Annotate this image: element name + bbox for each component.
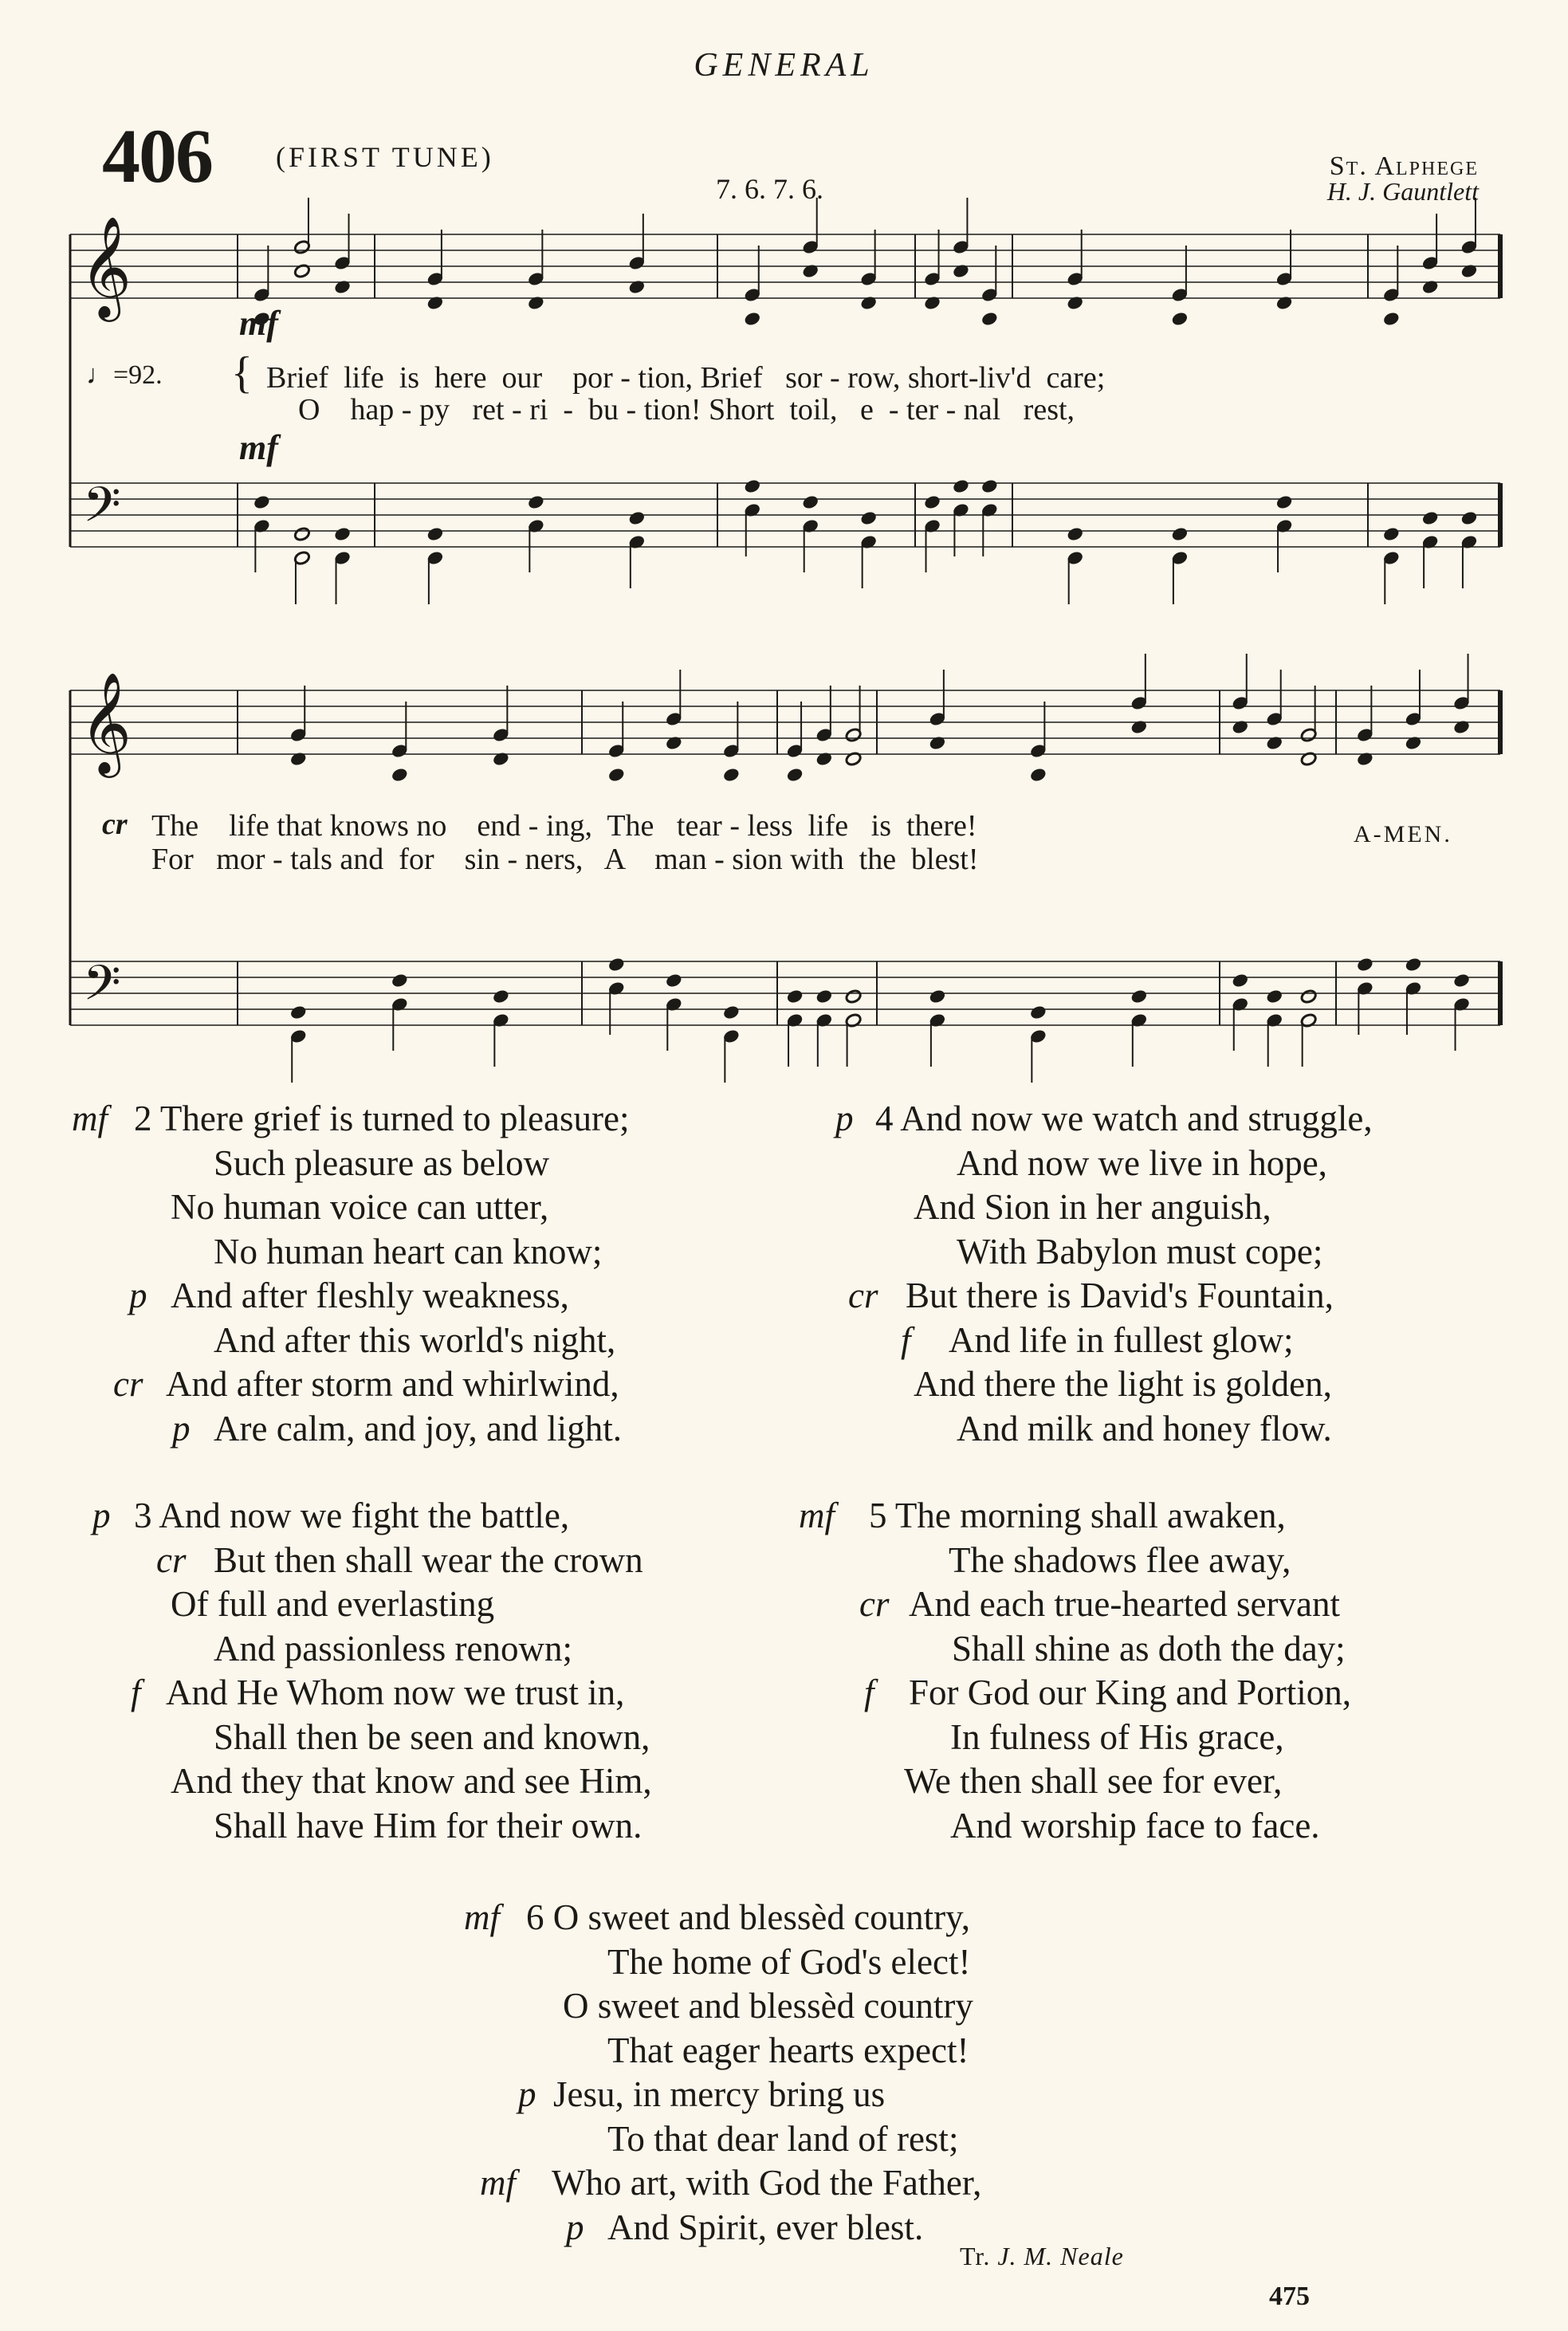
note-head [860,510,878,525]
line-text: And after fleshly weakness, [171,1276,569,1315]
dynamic-mark: f [131,1673,141,1712]
stanza-line [464,1940,1181,1985]
line-text: And passionless renown; [214,1628,572,1669]
dynamic-mark: cr [848,1276,878,1315]
stanza-line [464,2117,1181,2162]
treble-clef-icon: 𝄞 [80,671,132,773]
dynamic-mark: cr [859,1584,890,1624]
stanza-line [821,1362,1531,1407]
note-head [1067,526,1084,541]
note-head [607,957,625,972]
dynamic-mark-system2: cr [102,808,128,841]
line-text: And Sion in her anguish, [914,1187,1271,1227]
line-text: And after storm and whirlwind, [166,1364,619,1404]
dynamic-mark: cr [113,1364,143,1404]
line-text: But then shall wear the crown [214,1539,643,1580]
stanza-3 [72,1494,789,1848]
stanza-line [72,1582,789,1627]
dynamic-mark: f [901,1319,911,1360]
note-head [289,1004,307,1020]
line-text: We then shall see for ever, [904,1761,1283,1801]
line-text: No human voice can utter, [171,1187,549,1227]
note-head [1356,957,1373,972]
bass-clef-icon: 𝄢 [83,955,121,1024]
stanza-line [72,1097,789,1142]
note-head [1232,973,1249,988]
stanza-line [799,1494,1531,1539]
stanza-line [821,1319,1531,1363]
stanza-4 [821,1097,1531,1451]
page-number: 475 [1269,2282,1310,2311]
lyrics-verse-1-system-1: Brief life is here our por - tion, Brief sor - row, short-liv'd care; [266,361,1106,395]
note-head [786,989,804,1004]
line-text: With Babylon must cope; [957,1231,1323,1272]
dynamic-mark: p [835,1099,854,1138]
stanza-line [72,1142,789,1186]
note-head [607,767,625,782]
line-text: O sweet and blessèd country [563,1986,973,2026]
stanza-line [72,1274,789,1319]
note-head [815,989,833,1004]
note-head [1460,510,1478,525]
dynamic-mark: p [566,2207,584,2247]
line-text: And after this world's night, [214,1319,616,1360]
line-text: And there the light is golden, [914,1364,1332,1404]
note-head [391,767,408,782]
line-text: That eager hearts expect! [607,2030,969,2070]
line-text: And He Whom now we trust in, [166,1673,625,1712]
line-text: The shadows flee away, [949,1539,1291,1580]
stanza-line [464,2073,1181,2117]
note-head [1405,957,1422,972]
note-head [492,989,509,1004]
line-text: And milk and honey flow. [957,1408,1332,1449]
stanza-line [799,1582,1531,1627]
note-head [334,526,352,541]
music-score [0,0,1568,1116]
stanza-line [72,1627,789,1672]
line-text: And life in fullest glow; [949,1319,1294,1360]
stanza-line [799,1671,1531,1716]
stanza-line [464,1896,1181,1940]
dynamic-mark: p [518,2074,536,2114]
note-head [1453,973,1471,988]
note-head [1300,989,1318,1004]
line-text: And worship face to face. [950,1805,1320,1846]
stanza-line [799,1539,1531,1583]
dynamic-mark: mf [72,1099,108,1138]
running-head: GENERAL [694,47,874,84]
stanza-line [799,1627,1531,1672]
stanza-line [72,1539,789,1583]
note-head [1171,526,1189,541]
note-head [722,767,740,782]
line-text: Shall have Him for their own. [214,1805,643,1846]
note-head [1029,767,1047,782]
note-head [1130,989,1148,1004]
dynamic-mark-bass: mf [239,428,278,467]
stanza-line [821,1185,1531,1230]
note-head [253,494,270,509]
dynamic-mark: p [129,1276,147,1315]
note-head [845,989,863,1004]
translator-prefix: Tr. [960,2242,991,2270]
line-text: Of full and everlasting [171,1584,495,1624]
dynamic-mark-treble: mf [239,304,278,343]
line-text: Are calm, and joy, and light. [214,1408,622,1449]
note-head [980,478,998,493]
line-text: Shall shine as doth the day; [952,1628,1346,1669]
note-head [628,510,646,525]
note-head [953,478,970,493]
note-head [426,526,444,541]
note-head [293,526,311,541]
meter: 7. 6. 7. 6. [716,173,823,205]
line-text: To that dear land of rest; [607,2118,959,2159]
stanza-line [72,1759,789,1804]
hymn-number: 406 [102,113,212,199]
amen-label: A-MEN. [1354,821,1452,847]
line-text: 3 And now we fight the battle, [134,1496,570,1535]
translator-credit [960,2242,1124,2271]
lyrics-verse-2-system-2: For mor - tals and for sin - ners, A man - sion with the blest! [151,843,979,876]
line-text: And they that know and see Him, [171,1761,652,1801]
line-text: And Spirit, ever blest. [607,2207,924,2247]
note-head [980,311,998,326]
dynamic-mark: mf [464,1897,500,1937]
stanza-5 [799,1494,1531,1848]
stanza-line [821,1097,1531,1142]
dynamic-mark: p [172,1408,191,1449]
note-head [786,767,804,782]
tempo-marking: ♩=92. [86,360,163,390]
dynamic-mark: cr [156,1539,187,1580]
treble-clef-icon: 𝄞 [80,215,132,317]
line-text: Such pleasure as below [214,1142,550,1183]
translator-name: J. M. Neale [997,2242,1124,2270]
note-head [722,1004,740,1020]
note-head [527,494,544,509]
note-head [1171,311,1189,326]
line-text: Who art, with God the Father, [552,2163,982,2203]
line-text: And each true-hearted servant [909,1584,1340,1624]
line-text: Jesu, in mercy bring us [553,2074,886,2114]
note-head [744,311,761,326]
bass-clef-icon: 𝄢 [83,477,121,545]
line-text: In fulness of His grace, [950,1716,1284,1757]
lyrics-verse-2-system-1: O hap - py ret - ri - bu - tion! Short toil, e - ter - nal rest, [298,393,1075,426]
stanza-line [799,1716,1531,1760]
stanza-6 [464,1896,1181,2250]
stanza-line [72,1671,789,1716]
stanza-line [464,2161,1181,2206]
tune-name: St. Alphege [1329,151,1479,181]
note-head [744,478,761,493]
dynamic-mark: p [92,1496,111,1535]
line-text: The home of God's elect! [607,1941,971,1982]
note-head [802,494,819,509]
stanza-line [799,1759,1531,1804]
note-head [665,973,682,988]
note-head [924,494,941,509]
stanza-line [464,1984,1181,2029]
line-text: Shall then be seen and known, [214,1716,650,1757]
line-text: And now we live in hope, [957,1142,1327,1183]
composer: H. J. Gauntlett [1326,177,1479,206]
dynamic-mark: mf [799,1496,835,1535]
note-head [1275,494,1293,509]
tune-label: (FIRST TUNE) [276,141,494,173]
stanza-line [799,1804,1531,1849]
brace-glyph: { [231,348,253,398]
stanza-line [72,1716,789,1760]
stanza-line [72,1407,789,1452]
note-head [1421,510,1439,525]
stanza-line [72,1230,789,1275]
stanza-line [821,1142,1531,1186]
note-head [1382,526,1400,541]
line-text: 2 There grief is turned to pleasure; [134,1099,630,1138]
note-head [929,989,946,1004]
dynamic-mark: mf [480,2163,516,2203]
stanza-line [464,2029,1181,2074]
line-text: 6 O sweet and blessèd country, [526,1897,970,1937]
dynamic-mark: f [864,1673,874,1712]
note-head [1029,1004,1047,1020]
line-text: 5 The morning shall awaken, [869,1496,1286,1535]
stanza-line [72,1362,789,1407]
line-text: No human heart can know; [214,1231,603,1272]
stanza-line [72,1185,789,1230]
stanza-line [821,1230,1531,1275]
stanza-2 [72,1097,789,1451]
stanza-line [72,1494,789,1539]
stanza-line [821,1274,1531,1319]
line-text: 4 And now we watch and struggle, [875,1099,1373,1138]
line-text: For God our King and Portion, [909,1673,1351,1712]
note-head [1266,989,1283,1004]
line-text: But there is David's Fountain, [906,1276,1334,1315]
stanza-line [821,1407,1531,1452]
lyrics-verse-1-system-2: The life that knows no end - ing, The tear - less life is there! [151,809,977,843]
stanza-line [72,1319,789,1363]
note-head [391,973,408,988]
stanza-line [72,1804,789,1849]
note-head [1382,311,1400,326]
